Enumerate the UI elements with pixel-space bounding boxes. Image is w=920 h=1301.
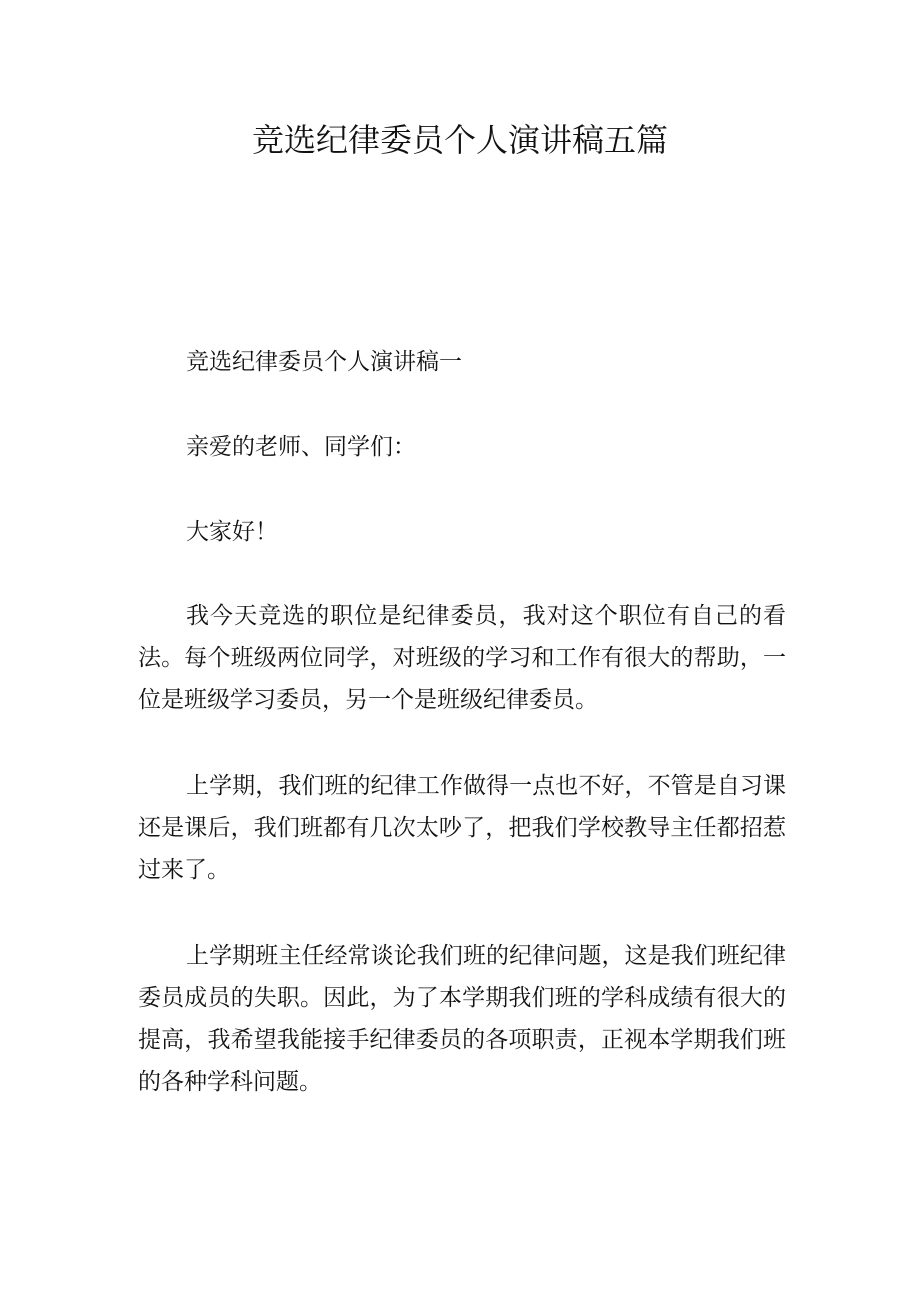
speech-salutation: 大家好！ (186, 519, 278, 545)
speech-subtitle: 竞选纪律委员个人演讲稿一 (186, 349, 462, 375)
speech-paragraph: 上学期，我们班的纪律工作做得一点也不好，不管是自习课还是课后，我们班都有几次太吵了，把我们学校教导主任都招惹过来了。 (138, 773, 786, 883)
speech-paragraph: 上学期班主任经常谈论我们班的纪律问题，这是我们班纪律委员成员的失职。因此，为了本学期我们班的学科成绩有很大的提高，我希望我能接手纪律委员的各项职责，正视本学期我们班的各种学科问题。 (138, 943, 786, 1095)
speech-paragraph: 我今天竞选的职位是纪律委员，我对这个职位有自己的看法。每个班级两位同学，对班级的学习和工作有很大的帮助，一位是班级学习委员，另一个是班级纪律委员。 (138, 603, 786, 713)
document-title: 竞选纪律委员个人演讲稿五篇 (251, 121, 668, 159)
speech-greeting: 亲爱的老师、同学们： (186, 434, 416, 460)
